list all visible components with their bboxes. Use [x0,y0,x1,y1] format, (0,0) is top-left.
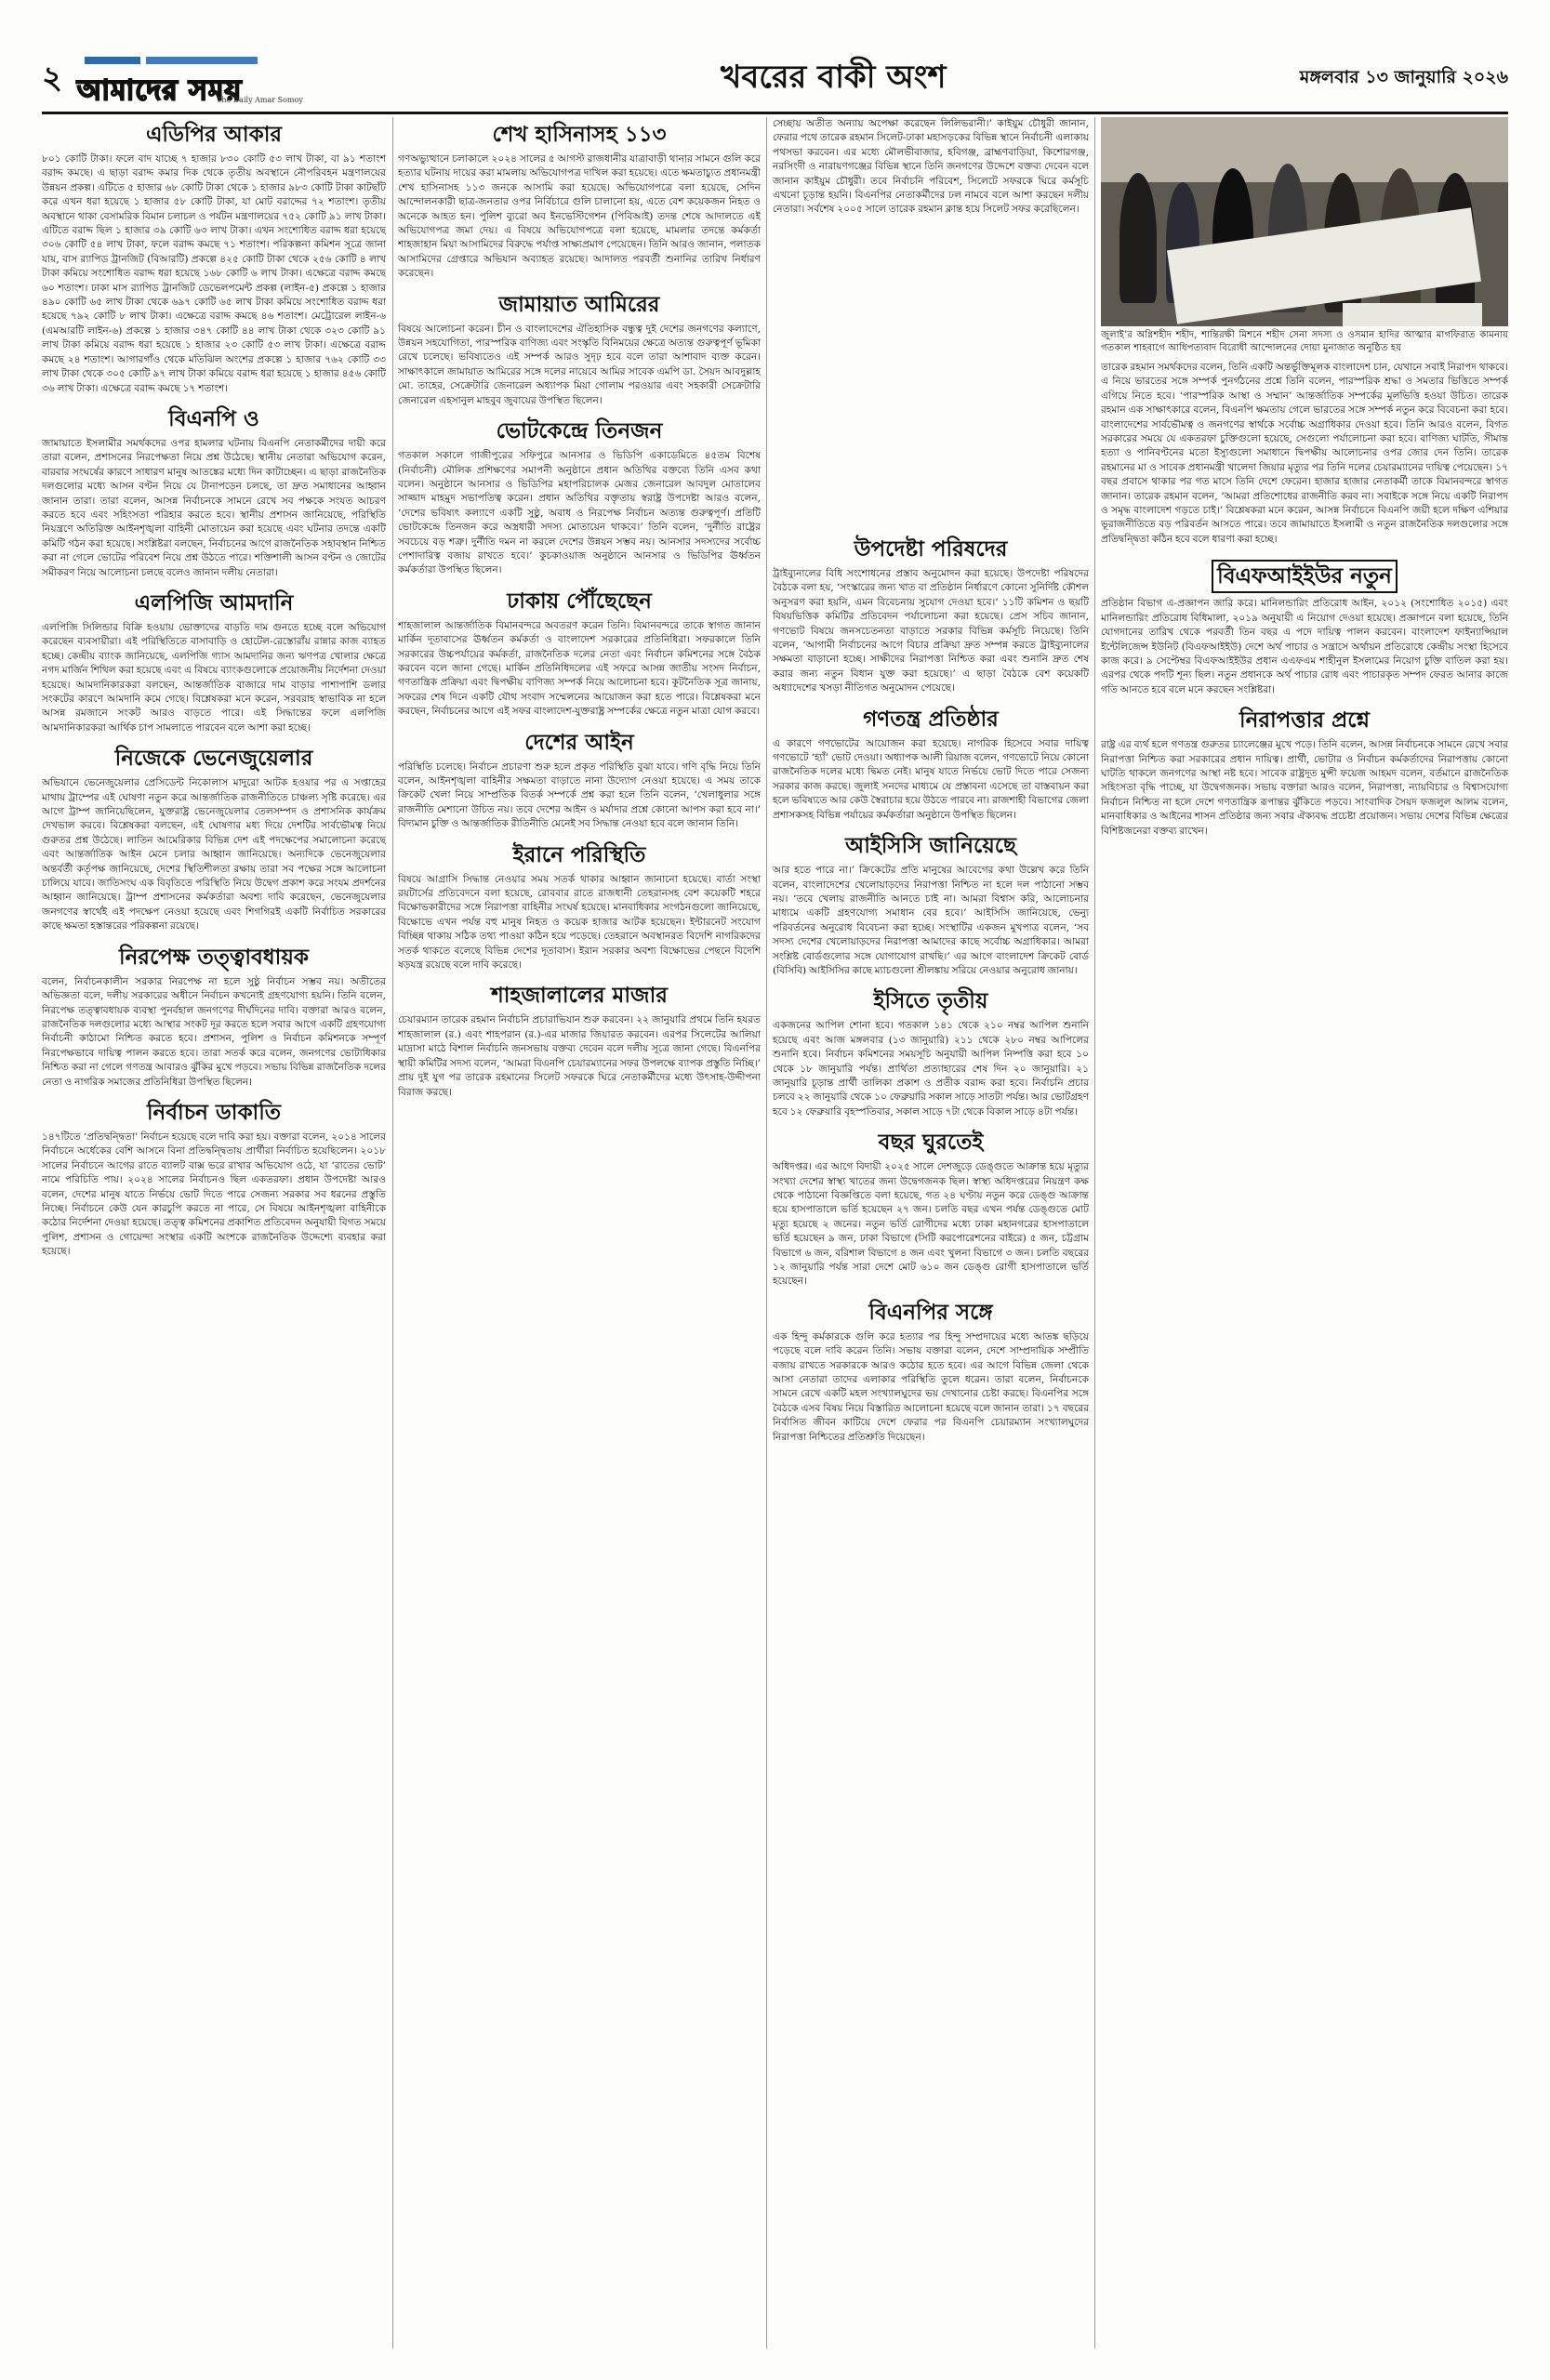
story-headline: নিরপেক্ষ তত্ত্বাবধায়ক [118,945,309,970]
photo-caption: জুলাই’র অগ্নিশহীদ শহীদ, শান্তিরক্ষী মিশনে শহীদ সেনা সদস্য ও ওসমান হাদির আত্মার মাগফিরাত কামনায় গতকাল শাহবাগে আধিপত্যবাদ বিরোধী আন্দোলনের দোয়া মুনাজাত অনুষ্ঠিত হয় [1101,330,1508,353]
column-3 [773,117,1089,2348]
story-headline: শেখ হাসিনাসহ ১১৩ [492,123,667,147]
story-adp [42,121,386,396]
header-rule [42,112,1508,114]
news-photo [1101,117,1508,326]
story-lpg [42,589,386,735]
story-body: বিষয়ে আগ্রাসি সিদ্ধান্ত নেওয়ার সময় সতর্ক থাকার আহ্বান জানানো হয়েছে। বার্তা সংস্থা রয়টার্সের প্রতিবেদনে বলা হয়েছে, রোববার রাতে রাজধানী তেহরানসহ বেশ কয়েকটি শহরে বিক্ষোভকারীদের সঙ্গে নিরাপত্তা বাহিনীর সংঘর্ষ হয়েছে। মানবাধিকার সংগঠনগুলো জানিয়েছে, বিক্ষোভে এখন পর্যন্ত বহু মানুষ নিহত ও কয়েক হাজার আটক হয়েছেন। ইন্টারনেট সংযোগ বিচ্ছিন্ন থাকায় সঠিক তথ্য পাওয়া কঠিন হয়ে পড়েছে। তেহরানে অবস্থানরত বিদেশি নাগরিকদের সতর্ক থাকতে বলেছে বিভিন্ন দেশের দূতাবাস। ইরান সরকার অবশ্য বিক্ষোভের পেছনে বিদেশি ষড়যন্ত্র রয়েছে বলে দাবি করেছে। [398,873,761,972]
story-sylhet-continuation [773,117,1089,526]
story-venezuela [42,745,386,933]
story-with-bnp [773,1299,1089,1445]
story-polling-centre [398,417,761,578]
story-body: সেচ্ছায় অতীত অন্যায় অপেক্ষা করেছেন লিলিভরানী।’ কাইয়ুম চৌধুরী জানান, ফেরার পথে তারেক রহমান সিলেট-ঢাকা মহাসড়কের বিভিন্ন স্থানে নির্বাচনী এলাকায় পথসভা করবেন। এর মধ্যে মৌলভীবাজার, হবিগঞ্জ, ব্রাহ্মণবাড়িয়া, কিশোরগঞ্জ, নরসিংদী ও নারায়ণগঞ্জের বিভিন্ন স্থানে তিনি জনগণের উদ্দেশে বক্তব্য দেবেন বলে জানান কাইয়ুম চৌধুরী। তবে নির্বাচনি পরিবেশ, সিলেটে সফরকে ঘিরে কর্মসূচি এখনো চূড়ান্ত হয়নি। বিএনপির নেতাকর্মীদের ঢল নামবে বলে আশা করছেন দলীয় নেতারা। সর্বশেষ ২০০৫ সালে তারেক রহমান ক্লান্ত হয়ে সিলেট সফর করেছিলেন। [773,118,1089,216]
story-sheikh-hasina [398,121,761,282]
section-title: খবরের বাকী অংশ [721,59,947,96]
story-headline: আইসিসি জানিয়েছে [845,834,1016,859]
masthead [42,51,1508,109]
story-headline: জামায়াত আমিরের [498,292,660,317]
story-headline: বছর ঘুরতেই [878,1130,984,1156]
story-body: জামায়াতে ইসলামীর সমর্থকদের ওপর হামলার ঘটনায় বিএনপি নেতাকর্মীদের দায়ী করে তারা বলেন, প্রশাসনের নিরপেক্ষতা নিয়ে প্রশ্ন উঠেছে। স্থানীয় নেতারা অভিযোগ করেন, বারবার সংঘর্ষের কারণে সাধারণ মানুষ আতঙ্কের মধ্যে দিন কাটাচ্ছেন। এ ছাড়া রাজনৈতিক দলগুলোর মধ্যে আসন বণ্টন নিয়ে যে টানাপড়েন চলছে, তা দ্রুত সমাধানের আহ্বান জানান তারা। তারা বলেন, আসন্ন নির্বাচনকে সামনে রেখে সব পক্ষকে সংযত আচরণ করতে হবে এবং সহিংসতা পরিহার করতে হবে। স্থানীয় প্রশাসন জানিয়েছে, পরিস্থিতি নিয়ন্ত্রণে অতিরিক্ত আইনশৃঙ্খলা বাহিনী মোতায়েন করা হয়েছে এবং ঘটনার তদন্তে একটি কমিটি গঠন করা হয়েছে। সংশ্লিষ্টরা বলছেন, নির্বাচনের আগে রাজনৈতিক সহাবস্থান নিশ্চিত করা না গেলে ভোটের পরিবেশ নিয়ে প্রশ্ন উঠতে পারে। শক্তিশালী আসন বণ্টন ও জোটের সমীকরণ নিয়ে আলোচনা চলছে বলেও জানান দলীয় নেতারা। [42,437,386,578]
story-body: প্রতিষ্ঠান বিভাগ এ-প্রজ্ঞাপন জারি করে। মানিলন্ডারিং প্রতিরোধ আইন, ২০১২ (সংশোধিত ২০১৫) এবং মানিলন্ডারিং প্রতিরোধ বিধিমালা, ২০১৯ অনুযায়ী এ নিয়োগ দেওয়া হয়েছে। প্রজ্ঞাপনে বলা হয়েছে, তিনি যোগদানের তারিখ থেকে পরবর্তী তিন বছর এ পদে দায়িত্ব পালন করবেন। বাংলাদেশ ফাইন্যান্সিয়াল ইন্টেলিজেন্স ইউনিট (বিএফআইইউ) দেশে অর্থ পাচার ও সন্ত্রাসে অর্থায়ন প্রতিরোধে কেন্দ্রীয় সংস্থা হিসেবে কাজ করে। ৯ সেপ্টেম্বর বিএফআইইউর প্রধান এএফএম শাহীনুল ইসলামের নিয়োগ চুক্তি বাতিল করা হয়। এরপর থেকে পদটি শূন্য ছিল। নতুন প্রধানকে অর্থ পাচার রোধ এবং পাচারকৃত সম্পদ ফেরত আনার কাজে গতি আনতে হবে বলে মনে করছেন সংশ্লিষ্টরা। [1101,598,1508,695]
story-body: পরিস্থিতি চলেছে। নির্বাচন প্রচারণা শুরু হলে প্রকৃত পরিস্থিতি বুঝা যাবে। গণি বৃদ্ধি নিয়ে তিনি বলেন, আইনশৃঙ্খলা বাহিনীর সক্ষমতা বাড়াতে নানা উদ্যোগ নেওয়া হয়েছে। এ সময় তাকে ক্রিকেট খেলা নিয়ে সাম্প্রতিক বিতর্ক সম্পর্কে প্রশ্ন করা হলে তিনি বলেন, ‘খেলাধুলার সঙ্গে রাজনীতি মেশানো উচিত নয়। তবে দেশের আইন ও মর্যাদার প্রশ্নে কোনো আপস করা হবে না।’ বিদ্যমান চুক্তি ও আন্তর্জাতিক রীতিনীতি মেনেই সব সিদ্ধান্ত নেওয়া হবে বলে জানান তিনি। [398,760,761,830]
story-body: একজনের আপিল শোনা হবে। গতকাল ১৪১ থেকে ২১০ নম্বর আপিল শুনানি হয়েছে এবং আজ মঙ্গলবার (১৩ জানুয়ারি) ২১১ থেকে ২৮০ নম্বর আপিলের শুনানি হবে। নির্বাচন কমিশনের সময়সূচি অনুযায়ী আপিল নিষ্পত্তি করা হবে ১০ থেকে ১৮ জানুয়ারি পর্যন্ত। প্রার্থিতা প্রত্যাহারের শেষ দিন ২০ জানুয়ারি। ২১ জানুয়ারি চূড়ান্ত প্রার্থী তালিকা প্রকাশ ও প্রতীক বরাদ্দ করা হবে। নির্বাচনি প্রচার চলবে ২২ জানুয়ারি থেকে ১০ ফেব্রুয়ারি সকাল সাড়ে সাতটা পর্যন্ত। আর ভোটগ্রহণ হবে ১২ ফেব্রুয়ারি বৃহস্পতিবার, সকাল সাড়ে ৭টা থেকে বিকাল সাড়ে ৪টা পর্যন্ত। [773,1020,1089,1117]
page-columns [42,117,1508,2348]
story-headline: দেশের আইন [524,730,634,755]
logo-top-bar [85,57,364,66]
page-number: ২ [42,59,63,97]
story-headline: এলপিজি আমদানি [134,590,294,615]
story-caretaker [42,944,386,1090]
story-headline: এডিপির আকার [145,123,283,147]
story-body: শাহজালাল আন্তর্জাতিক বিমানবন্দরে অবতরণ করেন তিনি। বিমানবন্দরে তাকে স্বাগত জানান মার্কিন দূতাবাসের ঊর্ধ্বতন কর্মকর্তা ও বাংলাদেশ সরকারের প্রতিনিধিরা। সফরকালে তিনি সরকারের উচ্চপর্যায়ের কর্মকর্তা, রাজনৈতিক দলের নেতা এবং নির্বাচন কমিশনের সঙ্গে বৈঠক করবেন বলে জানা গেছে। মার্কিন প্রতিনিধিদলের এই সফরে আসন্ন জাতীয় সংসদ নির্বাচন, গণতান্ত্রিক প্রক্রিয়া এবং দ্বিপক্ষীয় বাণিজ্য সম্পর্ক নিয়ে আলোচনা হবে। কূটনৈতিক সূত্র জানায়, সফরের শেষ দিনে একটি যৌথ সংবাদ সম্মেলনের আয়োজন করা হতে পারে। বিশ্লেষকরা মনে করছেন, নির্বাচনের আগে এই সফর বাংলাদেশ-যুক্তরাষ্ট্র সম্পর্কের ক্ষেত্রে নতুন মাত্রা যোগ করবে। [398,619,761,718]
story-arrived-dhaka [398,588,761,720]
story-headline: নিজেকে ভেনেজুয়েলার [114,747,313,772]
story-headline: ইরানে পরিস্থিতি [512,842,646,867]
story-bnp [42,405,386,580]
story-body: ১৪৭টিতে ‘প্রতিদ্বন্দ্বিতা’ নির্বাচন হয়েছে বলে দাবি করা হয়। বক্তারা বলেন, ২০১৪ সালের নির্বাচনে অর্ধেকের বেশি আসনে বিনা প্রতিদ্বন্দ্বিতায় প্রার্থীরা নির্বাচিত হয়েছিলেন। ২০১৮ সালের নির্বাচনে আগের রাতে ব্যালট বাক্স ভরে রাখার অভিযোগ ওঠে, যা ‘রাতের ভোট’ নামে পরিচিতি পায়। ২০২৪ সালের নির্বাচনও ছিল একতরফা। প্রধান উপদেষ্টা আরও বলেন, দেশের মানুষ যাতে নির্ভয়ে ভোট দিতে পারে সেজন্য সরকার সব ধরনের প্রস্তুতি নিচ্ছে। নির্বাচনে কেউ যেন কারচুপি করতে না পারে, সে বিষয়ে আইনশৃঙ্খলা বাহিনীকে কঠোর নির্দেশনা দেওয়া হয়েছে। তত্ত্ব কমিশনের প্রকাশিত প্রতিবেদন অনুযায়ী বিগত সময়ে পুলিশ, প্রশাসন ও গোয়েন্দা সংস্থার একটি অংশকে রাজনৈতিক উদ্দেশ্যে ব্যবহার করা হয়েছে। [42,1130,386,1258]
issue-date: মঙ্গলবার ১৩ জানুয়ারি ২০২৬ [1299,67,1508,87]
column-2 [398,117,761,2348]
story-body: বলেন, নির্বাচনকালীন সরকার নিরপেক্ষ না হলে সুষ্ঠু নির্বাচন সম্ভব নয়। অতীতের অভিজ্ঞতা বলে, দলীয় সরকারের অধীনে নির্বাচন কখনোই গ্রহণযোগ্য হয়নি। তিনি বলেন, নিরপেক্ষ তত্ত্বাবধায়ক ব্যবস্থা পুনর্বহাল জনগণের দীর্ঘদিনের দাবি। বক্তারা আরও বলেন, রাজনৈতিক দলগুলোর মধ্যে আস্থার সংকট দূর করতে হলে সবার আগে একটি গ্রহণযোগ্য নির্বাচনী কাঠামো নিশ্চিত করতে হবে। প্রশাসন, পুলিশ ও নির্বাচন কমিশনকে সম্পূর্ণ নিরপেক্ষভাবে দায়িত্ব পালন করতে হবে। তারা সতর্ক করে বলেন, জনগণের ভোটাধিকার নিশ্চিত করা না গেলে গণতন্ত্র আবারও ঝুঁকির মুখে পড়বে। সভায় বিভিন্ন রাজনৈতিক দলের নেতা ও নাগরিক সমাজের প্রতিনিধিরা উপস্থিত ছিলেন। [42,975,386,1088]
story-headline: ভোটকেন্দ্রে তিনজন [496,419,663,444]
story-body: ৮০১ কোটি টাকা। ফলে বাদ যাচ্ছে ৭ হাজার ৮৩০ কোটি ৫৩ লাখ টাকা, বা ৯১ শতাংশ বরাদ্দ কমছে। এ ছাড়া বরাদ্দ কমার দিক থেকে তৃতীয় অবস্থানে নৌপরিবহন মন্ত্রণালয়ের উন্নয়ন প্রকল্প। এটিতে ৫ হাজার ৬৮ কোটি টাকা থেকে ১ হাজার ৯৮৩ কোটি টাকা কাটছাঁট করে এখন ধরা হয়েছে ১ হাজার ৫৮ কোটি টাকা, যা মোট বরাদ্দের ৭২ শতাংশ। তৃতীয় অবস্থানে থাকা বেসামরিক বিমান চলাচল ও পর্যটন মন্ত্রণালয়ের ৭৫২ কোটি ৯১ লাখ টাকা। এটিতে বরাদ্দ ছিল ১ হাজার ৩৯ কোটি ৬৩ লাখ টাকা। এখন সংশোধিত বরাদ্দ ধরা হয়েছে ৩০৬ কোটি ৫৪ লাখ টাকা, ফলে বরাদ্দ কমছে ৭১ শতাংশ। পরিকল্পনা কমিশন সূত্রে জানা যায়, বাস র‍্যাপিড ট্রানজিট (বিআরটি) প্রকল্পে ৪২৫ কোটি টাকা থেকে ২৫৬ কোটি ৪ লাখ টাকা কমিয়ে সংশোধিত বরাদ্দ ধরা হয়েছে ১৬৮ কোটি ৬ লাখ টাকা। এক্ষেত্রে বরাদ্দ কমছে ৬০ শতাংশ। ঢাকা মাস র‍্যাপিড ট্রানজিট ডেভেলপমেন্ট প্রকল্প (লাইন-৫) প্রকল্পে ১ হাজার ৪৯০ কোটি ৬৫ লাখ টাকা থেকে ৬৯৭ কোটি ৬৫ লাখ টাকা কমিয়ে সংশোধিত বরাদ্দ ধরা হয়েছে ৭৯২ কোটি ৮ লাখ টাকা। এক্ষেত্রে বরাদ্দ কমছে ৪৬ শতাংশ। মেট্রোরেল লাইন-৬ (এমআরটি লাইন-৬) প্রকল্পে ১ হাজার ৩৪৭ কোটি ৪৪ লাখ টাকা থেকে ৩২৩ কোটি ৯১ লাখ টাকা কমিয়ে বরাদ্দ ধরা হয়েছে ১ হাজার ২৩ কোটি ৫৩ লাখ টাকা। এক্ষেত্রে বরাদ্দ কমছে ২৪ শতাংশ। আগারগাঁও থেকে মতিঝিল অংশের প্রকল্পে ১ হাজার ৭৬২ কোটি ৩৩ লাখ টাকা থেকে ৩০৫ কোটি ৯৭ লাখ টাকা কমিয়ে বরাদ্দ ধরা হয়েছে ১ হাজার ৪৫৬ কোটি ৩৬ লাখ টাকা। এক্ষেত্রে বরাদ্দ কমছে ১৭ শতাংশ। [42,153,386,394]
story-body: এলপিজি সিলিন্ডার বিক্রি হওয়ায় ভোক্তাদের বাড়তি দাম গুনতে হচ্ছে বলে অভিযোগ করেছেন ব্যবসায়ীরা। এই পরিস্থিতিতে বাসাবাড়ি ও হোটেল-রেস্তোরাঁয় রান্নার কাজ ব্যাহত হচ্ছে। কেন্দ্রীয় ব্যাংক জানিয়েছে, এলপিজি গ্যাস আমদানির জন্য ঋণপত্র খোলার ক্ষেত্রে নগদ মার্জিন শিথিল করা হয়েছে এবং এ বিষয়ে ব্যাংকগুলোকে প্রয়োজনীয় নির্দেশনা দেওয়া হয়েছে। আমদানিকারকরা বলছেন, আন্তর্জাতিক বাজারে দাম বাড়ার পাশাপাশি ডলার সংকটের কারণে আমদানি কমে গেছে। বিশ্লেষকরা মনে করেন, সরবরাহ স্বাভাবিক না হলে আসন্ন রমজানে সংকট আরও বাড়তে পারে। এই সিদ্ধান্তের ফলে এলপিজি আমদানিকারকরা আর্থিক চাপ সামলাতে পারবেন বলে আশা করা হচ্ছে। [42,621,386,734]
story-headline: বিএনপি ও [168,406,259,431]
story-body: অভিযানে ভেনেজুয়েলার প্রেসিডেন্ট নিকোলাস মাদুরো আটক হওয়ার পর এ সপ্তাহের মাথায় ট্রাম্পের এই ঘোষণা নতুন করে আন্তর্জাতিক রাজনীতিতে চাঞ্চল্য সৃষ্টি করেছে। এর আগে ট্রাম্প জানিয়েছিলেন, যুক্তরাষ্ট্র ভেনেজুয়েলার তেলসম্পদ ও প্রশাসনিক কার্যক্রম দেখভাল করবে। বিশ্লেষকরা বলছেন, এই ঘোষণার মধ্য দিয়ে দেশটির সার্বভৌমত্ব নিয়ে গুরুতর প্রশ্ন উঠেছে। লাতিন আমেরিকার বিভিন্ন দেশ এই পদক্ষেপের সমালোচনা করেছে এবং আন্তর্জাতিক আইন মেনে চলার আহ্বান জানিয়েছে। অন্যদিকে ভেনেজুয়েলার অন্তর্বর্তী কর্তৃপক্ষ জানিয়েছে, দেশের স্থিতিশীলতা রক্ষায় তারা সব পক্ষের সঙ্গে আলোচনা চালিয়ে যাবে। জাতিসংঘ এক বিবৃতিতে পরিস্থিতি নিয়ে উদ্বেগ প্রকাশ করে সংযম প্রদর্শনের আহ্বান জানিয়েছে। ট্রাম্প প্রশাসনের কর্মকর্তারা অবশ্য দাবি করেছেন, ভেনেজুয়েলার জনগণের স্বার্থেই এই পদক্ষেপ নেওয়া হয়েছে এবং শিগগিরই একটি নির্বাচিত সরকারের কাছে ক্ষমতা হস্তান্তরের পরিকল্পনা রয়েছে। [42,777,386,932]
story-security-question [1101,707,1508,839]
story-headline: ঢাকায় পৌঁছেছেন [507,588,652,614]
story-iran [398,841,761,973]
story-body: চেয়ারম্যান তারেক রহমান নির্বাচনি প্রচারাভিযান শুরু করবেন। ২২ জানুয়ারি প্রথমে তিনি হযরত শাহজালাল (র.) এবং শাহপরান (র.)-এর মাজার জিয়ারত করবেন। এরপর সিলেটের আলিয়া মাদ্রাসা মাঠে বিশাল নির্বাচনি জনসভায় বক্তব্য দেবেন বলে দলীয় সূত্রে জানা গেছে। বিএনপির স্থায়ী কমিটির সদস্য বলেন, ‘আমরা বিএনপি চেয়ারম্যানের সফর উপলক্ষে ব্যাপক প্রস্তুতি নিচ্ছি।’ প্রায় দুই যুগ পর তারেক রহমানের সিলেট সফরকে ঘিরে নেতাকর্মীদের মধ্যে উৎসাহ-উদ্দীপনা বিরাজ করছে। [398,1014,761,1098]
story-body: আর হতে পারে না।’ ক্রিকেটের প্রতি মানুষের আবেগের কথা উল্লেখ করে তিনি বলেন, বাংলাদেশের খেলোয়াড়দের নিরাপত্তা নিশ্চিত না হলে দল পাঠানো সম্ভব নয়। ‘তবে খেলায় রাজনীতি আনতে চাই না। আমরা বিশ্বাস করি, আলোচনার মাধ্যমে একটি গ্রহণযোগ্য সমাধান বের হবে।’ আইসিসি জানিয়েছে, ভেন্যু পরিবর্তনের অনুরোধ বিবেচনা করা হচ্ছে। সংস্থাটির একজন মুখপাত্র বলেন, ‘সব সদস্য দেশের খেলোয়াড়দের নিরাপত্তা আমাদের কাছে সর্বোচ্চ অগ্রাধিকার। আমরা সংশ্লিষ্ট বোর্ডগুলোর সঙ্গে যোগাযোগ রাখছি।’ এর আগে বাংলাদেশ ক্রিকেট বোর্ড (বিসিবি) আইসিসির কাছে ম্যাচগুলো শ্রীলঙ্কায় সরিয়ে নেওয়ার অনুরোধ জানায়। [773,865,1089,976]
story-icc [773,832,1089,978]
paper-name: আমাদের সময় [77,74,243,107]
story-body: অধিদপ্তর। এর আগে বিদায়ী ২০২৫ সালে দেশজুড়ে ডেঙ্গুতে আক্রান্ত হয়ে মৃত্যুর সংখ্যা দেশের স্বাস্থ্য খাতের জন্য উদ্বেগজনক ছিল। স্বাস্থ্য অধিদপ্তরের নিয়ন্ত্রণ কক্ষ থেকে পাঠানো বিজ্ঞপ্তিতে বলা হয়েছে, গত ২৪ ঘণ্টায় নতুন করে ডেঙ্গু আক্রান্ত হয়ে হাসপাতালে ভর্তি হয়েছেন ২৭ জন। চলতি বছর এখন পর্যন্ত ডেঙ্গুতে মোট মৃত্যু হয়েছে ২ জনের। নতুন ভর্তি রোগীদের মধ্যে ঢাকা মহানগরের হাসপাতালে ভর্তি হয়েছেন ৯ জন, ঢাকা বিভাগে (সিটি করপোরেশনের বাইরে) ৫ জন, চট্টগ্রাম বিভাগে ৬ জন, বরিশাল বিভাগে ৪ জন এবং খুলনা বিভাগে ৩ জন। চলতি বছরের ১২ জানুয়ারি পর্যন্ত সারা দেশে মোট ৬১০ জন ডেঙ্গু রোগী হাসপাতালে ভর্তি হয়েছেন। [773,1161,1089,1288]
story-headline: নিরাপত্তার প্রশ্নে [1239,708,1370,734]
story-headline: বিএফআইইউর নতুন [1212,560,1398,593]
story-body: এক হিন্দু কর্মকারকে গুলি করে হত্যার পর হিন্দু সম্প্রদায়ের মধ্যে আতঙ্ক ছড়িয়ে পড়েছে বলে দাবি করেন তিনি। সভায় বক্তারা বলেন, দেশে সাম্প্রদায়িক সম্প্রীতি বজায় রাখতে সরকারকে আরও কঠোর হতে হবে। এর আগে বিভিন্ন জেলা থেকে আসা নেতারা তাদের এলাকার পরিস্থিতি তুলে ধরেন। তারা বলেন, নির্বাচনকে সামনে রেখে একটি মহল সংখ্যালঘুদের ভয় দেখানোর চেষ্টা করছে। বিএনপির সঙ্গে বৈঠকে এসব বিষয় নিয়ে বিস্তারিত আলোচনা হয়েছে বলে জানান তারা। ১৭ বছরের নির্বাসিত জীবন কাটিয়ে দেশে ফেরার পর বিএনপি চেয়ারম্যান সংখ্যালঘুদের নিরাপত্তা নিশ্চিতের প্রতিশ্রুতি দিয়েছেন। [773,1330,1089,1443]
story-body: বিষয়ে আলোচনা করেন। চীন ও বাংলাদেশের ঐতিহাসিক বন্ধুত্ব দুই দেশের জনগণের কল্যাণে, উন্নয়ন সহযোগিতা, পারস্পরিক বাণিজ্য এবং সংস্কৃতি বিনিময়ের ক্ষেত্রে অত্যন্ত গুরুত্বপূর্ণ ভূমিকা রেখে চলেছে। ভবিষ্যতেও এই সম্পর্ক আরও সুদৃঢ় হবে বলে তারা আশাবাদ ব্যক্ত করেন। সাক্ষাৎকালে জামায়াত আমিরের সঙ্গে দলের নায়েবে আমির সাবেক এমপি ডা. সৈয়দ আবদুল্লাহ মো. তাহের, সেক্রেটারি জেনারেল অধ্যাপক মিয়া গোলাম পরওয়ার এবং সহকারী সেক্রেটারি জেনারেল এহসানুল মাহবুব জুবায়ের উপস্থিত ছিলেন। [398,323,761,406]
story-body: এ কারণে গণভোটের আয়োজন করা হয়েছে। নাগরিক হিসেবে সবার দায়িত্ব গণভোটে ‘হ্যাঁ’ ভোট দেওয়া। অধ্যাপক আলী রিয়াজ বলেন, গণভোটে নিয়ে কোনো রাজনৈতিক দলের মধ্যে দ্বিমত নেই। মানুষ যাতে নির্ভয়ে ভোট দিতে পারে সেজন্য সরকার কাজ করছে। জুলাই সনদের মাধ্যমে যে প্রস্তাবনা এসেছে তা বাস্তবায়ন করা হলে ভবিষ্যতে আর কেউ স্বৈরাচার হয়ে উঠতে পারবে না। রাজশাহী বিভাগের জেলা প্রশাসকসহ বিভিন্ন পর্যায়ের কর্মকর্তারা অনুষ্ঠানে উপস্থিত ছিলেন। [773,737,1089,821]
column-4 [1101,117,1508,2348]
story-body: গণঅভ্যুত্থানে চলাকালে ২০২৪ সালের ৫ আগস্ট রাজধানীর যাত্রাবাড়ী থানার সামনে গুলি করে হত্যার ঘটনায় দায়ের করা মামলায় অভিযোগপত্র দাখিল করা হয়েছে। এতে ক্ষমতাচ্যুত প্রধানমন্ত্রী শেখ হাসিনাসহ ১১৩ জনকে আসামি করা হয়েছে। অভিযোগপত্রে বলা হয়েছে, সেদিন আন্দোলনকারী ছাত্র-জনতার ওপর নির্বিচারে গুলি চালানো হয়, এতে বেশ কয়েকজন নিহত ও অনেকে আহত হন। পুলিশ ব্যুরো অব ইনভেস্টিগেশন (পিবিআই) তদন্ত শেষে আদালতে এই অভিযোগপত্র জমা দেয়। এ বিষয়ে অভিযোগপত্রে বলা হয়েছে, মামলার তদন্তে কর্মকর্তা শাহজাহান মিয়া আসামিদের বিরুদ্ধে পর্যাপ্ত সাক্ষ্যপ্রমাণ পেয়েছেন। তিনি আরও জানান, পলাতক আসামিদের গ্রেপ্তারে অভিযান অব্যাহত রয়েছে। আদালত পরবর্তী শুনানির তারিখ নির্ধারণ করেছেন। [398,153,761,280]
story-body: রাষ্ট্র এর ব্যর্থ হলে গণতন্ত্র গুরুতর চ্যালেঞ্জের মুখে পড়ে। তিনি বলেন, আসন্ন নির্বাচনকে সামনে রেখে সবার নিরাপত্তা নিশ্চিত করা সরকারের প্রধান দায়িত্ব। প্রার্থী, ভোটার ও নির্বাচন কর্মকর্তাদের নিরাপত্তায় কোনো ঘাটতি থাকলে জনগণের আস্থা নষ্ট হবে। সাবেক রাষ্ট্রদূত মুন্সী ফয়েজ আহমদ বলেন, বর্তমানে রাজনৈতিক সহিংসতা বৃদ্ধি পাচ্ছে, যা উদ্বেগজনক। সভায় বক্তারা আরও বলেন, নিরাপত্তা, ন্যায়বিচার ও বিশ্বাসযোগ্য নির্বাচন নিশ্চিত না হলে দেশে গণতান্ত্রিক রূপান্তর ঝুঁকিতে পড়বে। সাংবাদিক সৈয়দ ফজলুল আলম বলেন, মানবাধিকার ও আইনের শাসন প্রতিষ্ঠার জন্য সবার ঐক্যবদ্ধ প্রচেষ্টা প্রয়োজন। সভায় দেশের বিভিন্ন ক্ষেত্রের বিশিষ্টজনেরা বক্তব্য রাখেন। [1101,739,1508,837]
story-dengue [773,1129,1089,1289]
story-jamaat-amir [398,291,761,408]
story-tarique-continuation [1101,361,1508,547]
story-election-robbery [42,1099,386,1260]
story-advisory-council [773,536,1089,696]
story-headline: উপদেষ্টা পরিষদের [854,537,1008,562]
column-1 [42,117,386,2348]
story-bfiu [1101,556,1508,697]
story-shahjalal-mazar [398,982,761,1099]
story-body: তারেক রহমান সমর্থকদের বলেন, তিনি একটি অন্তর্ভুক্তিমূলক বাংলাদেশ চান, যেখানে সবাই নিরাপদ থাকবে। এ নিয়ে ভারতের সঙ্গে সম্পর্ক পুনর্গঠনের প্রশ্নে তিনি বলেন, পারস্পরিক শ্রদ্ধা ও সমতার ভিত্তিতে সম্পর্ক এগিয়ে নিতে হবে। ‘পারস্পরিক আস্থা ও সম্মান’ আন্তর্জাতিক সম্পর্কের মূলভিত্তি হওয়া উচিত। তারেক রহমান এক সাক্ষাৎকারে বলেন, বিএনপি ক্ষমতায় গেলে ভারতের সঙ্গে সম্পর্ক নতুন করে বিবেচনা করা হবে। বাংলাদেশের সার্বভৌমত্ব ও জনগণের স্বার্থকে সর্বোচ্চ অগ্রাধিকার দেওয়া হবে। তিনি আরও বলেন, বিগত সরকারের সময়ে যে একতরফা চুক্তিগুলো হয়েছে, সেগুলো পর্যালোচনা করা হবে। বাণিজ্য ঘাটতি, সীমান্ত হত্যা ও পানিবণ্টনের মতো ইস্যুগুলো সমাধানে দ্বিপক্ষীয় আলোচনার ওপর জোর দেন তিনি। তারেক রহমানের মা ও সাবেক প্রধানমন্ত্রী খালেদা জিয়ার মৃত্যুর পর তিনি দলের চেয়ারম্যানের দায়িত্ব পেয়েছেন। ১৭ বছর প্রবাসে থাকার পর গত মাসে তিনি দেশে ফেরেন। হাজার হাজার নেতাকর্মী তাকে বিমানবন্দরে স্বাগত জানান। তারেক রহমান বলেন, ‘আমরা প্রতিশোধের রাজনীতি করব না। সবাইকে সঙ্গে নিয়ে একটি নিরাপদ ও সমৃদ্ধ বাংলাদেশ গড়তে চাই।’ বিশ্লেষকরা মনে করেন, আসন্ন নির্বাচনে বিএনপি জয়ী হলে দক্ষিণ এশিয়ার ভূরাজনীতিতে বড় পরিবর্তন আসতে পারে। তবে জামায়াতে ইসলামী ও নতুন রাজনৈতিক দলগুলোর সঙ্গে প্রতিদ্বন্দ্বিতা কঠিন হবে বলে ধারণা করা হচ্ছে। [1101,362,1508,545]
paper-tagline: The Daily Amar Somoy [217,96,303,104]
newspaper-logo [77,57,384,107]
story-country-law [398,729,761,832]
story-headline: ইসিতে তৃতীয় [873,989,988,1014]
story-body: ট্রাইব্যুনালের বিধি সংশোধনের প্রস্তাব অনুমোদন করা হয়েছে। উপদেষ্টা পরিষদের বৈঠকে বলা হয়, ‘সংস্কারের জন্য খাত বা প্রতিষ্ঠান নির্ধারণে কোনো সুনির্দিষ্ট কৌশল অনুসরণ করা হয়নি, এমন বিবেচনায় সুযোগ দেওয়া হবে।’ ১১টি কমিশন ও ছয়টি বিষয়ভিত্তিক কমিটির প্রতিবেদন পর্যালোচনা করা হয়েছে। প্রেস সচিব জানান, গণভোট বিষয়ে জনসচেতনতা বাড়াতে সরকার বিভিন্ন কর্মসূচি নিয়েছে। তিনি বলেন, ‘আগামী নির্বাচনের আগে বিচার প্রক্রিয়া দ্রুত সম্পন্ন করতে ট্রাইব্যুনালের সক্ষমতা বাড়ানো হচ্ছে। সাক্ষীদের নিরাপত্তা নিশ্চিত করা এবং শুনানি দ্রুত শেষ করার জন্য নতুন বিধান যুক্ত করা হয়েছে।’ এ ছাড়া বৈঠকে বেশ কয়েকটি অধ্যাদেশের খসড়া নীতিগত অনুমোদন পেয়েছে। [773,568,1089,694]
story-headline: বিএনপির সঙ্গে [868,1300,993,1325]
story-ec-third [773,987,1089,1119]
story-headline: গণতন্ত্র প্রতিষ্ঠার [863,707,999,732]
story-headline: নির্বাচন ডাকাতি [146,1100,282,1125]
story-headline: শাহজালালের মাজার [491,984,668,1009]
story-body: গতকাল সকালে গাজীপুরের সফিপুরে আনসার ও ভিডিপি একাডেমিতে ৪৫তম বিশেষ (নির্বাচনী) মৌলিক প্রশিক্ষণের সমাপনী অনুষ্ঠানে প্রধান অতিথির বক্তব্যে তিনি এসব কথা বলেন। অনুষ্ঠানে আনসার ও ভিডিপির মহাপরিচালক মেজর জেনারেল আবদুল মোতালেব সাজ্জাদ মাহমুদ সভাপতিত্ব করেন। প্রধান অতিথির বক্তৃতায় স্বরাষ্ট্র উপদেষ্টা আরও বলেন, ‘দেশের ভবিষ্যৎ কল্যাণে একটি সুষ্ঠু, অবাধ ও নিরপেক্ষ নির্বাচন অত্যন্ত গুরুত্বপূর্ণ। প্রতিটি ভোটকেন্দ্রে তিনজন করে অস্ত্রধারী সদস্য মোতায়েন থাকবে।’ তিনি বলেন, ‘দুর্নীতি রাষ্ট্রের সবচেয়ে বড় শত্রু। দুর্নীতি দমন না করলে দেশের উন্নয়ন সম্ভব নয়। আনসার সদস্যদের সর্বোচ্চ পেশাদারিত্ব বজায় রাখতে হবে।’ কুচকাওয়াজ অনুষ্ঠানে আনসার ও ভিডিপির ঊর্ধ্বতন কর্মকর্তারা উপস্থিত ছিলেন। [398,450,761,576]
story-democracy [773,706,1089,823]
